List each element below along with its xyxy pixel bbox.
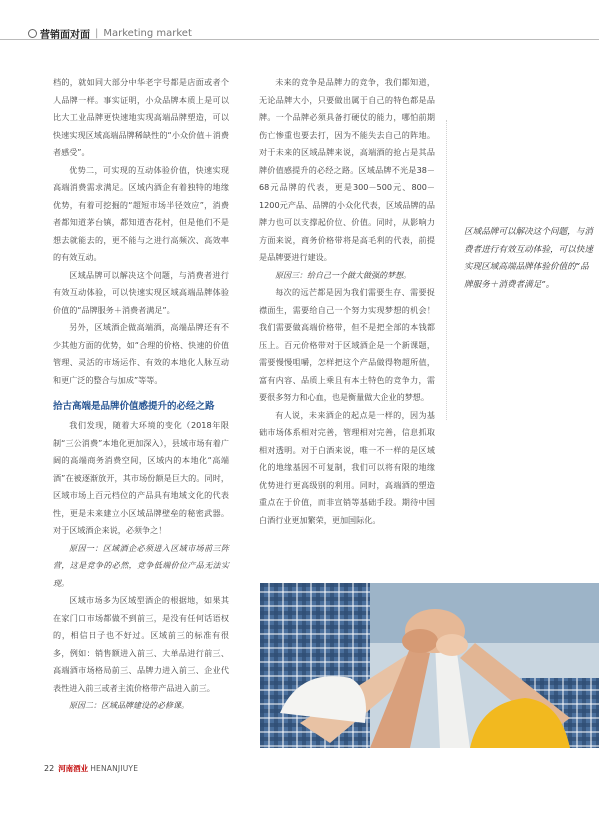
section-title-en: Marketing market <box>103 27 192 39</box>
section-heading: 拾古高端是品牌价值感提升的必经之路 <box>53 401 215 412</box>
section-title-cn: 营销面对面 <box>40 29 90 41</box>
body-paragraph: 我们发现，随着大环境的变化（2018年限制“三公消费”本地化更加深入），县域市场有着广阔的高端商务消费空间，区域内的本地化“高端酒”在被逐渐放开，其市场份额是巨大的。同时，区域市场上百元档位的产品具有地域文化的代表性，更是未来建立小区域品牌壁垒的秘密武器。对于区域酒企来说，必须争之！ <box>53 420 229 535</box>
section-circle-icon <box>28 29 37 38</box>
page-header <box>0 20 599 46</box>
page-number: 22 <box>44 763 55 773</box>
body-paragraph: 有人说，未来酒企的起点是一样的，因为基础市场体系相对完善，管理相对完善，信息抓取相对透明。对于白酒来说，唯一不一样的是区域化的地缘基因不可复制，我们可以将有限的地缘优势进行更高级别的利用。同时，高端酒的塑造重点在于价值，而非宣销等基础手段。期待中国白酒行业更加繁荣，更加国际化。 <box>259 409 435 525</box>
body-paragraph: 优势二，可实现的互动体验价值，快速实现高端消费需求满足。区域内酒企有着独特的地缘优势，有着可挖掘的“超短市场半径效应”，消费者都知道茅台镇，都知道杏花村，但是他们不是想去就能去的，更不能与之进行高频次、高效率的有效互动。 <box>53 164 229 262</box>
teamwork-illustration <box>260 583 599 748</box>
pullquote-divider <box>446 120 447 420</box>
magazine-name-cn: 河南酒业 <box>58 763 89 773</box>
header-divider <box>0 39 599 40</box>
magazine-name-en: HENANJIUYE <box>90 763 139 773</box>
body-paragraph: 区域品牌可以解决这个问题，与消费者进行有效互动体验，可以快速实现区域高端品牌体验价值的“品牌服务＋消费者满足”。 <box>53 269 229 315</box>
body-paragraph: 未来的竞争是品牌力的竞争，我们都知道，无论品牌大小，只要做出属于自己的特色都是品牌。一个品牌必须具备打硬仗的能力，哪怕前期伤亡惨重也要去打，因为不能失去自己的阵地。对于未来的区域品牌来说，高端酒的抢占是其品牌价值感提升的必经之路。区域品牌不光是38－68元品牌的代表，更是300－500元、800－1200元产品、品牌的小众化代表，区域品牌的品牌力也可以支撑起价位、价值。同时，从影响力方面来说，商务价格带将是高毛利的代表，前提是品牌要进行建设。 <box>259 77 435 262</box>
page-footer <box>44 760 138 776</box>
body-paragraph: 每次的远芒都是因为我们需要生存、需要捉襟面生，需要给自己一个努力实现梦想的机会！我们需要做高端价格带，但不是把全部的本钱都压上。百元价格带对于区域酒企是一个新课题，需要慢慢咀嚼，怎样把这个产品做得物超所值，富有内容、品质上乘且有本土特色的竞争力，需要很多努力和心血，也是衡量做大企业的梦想。 <box>259 287 435 402</box>
pull-quote: 区域品牌可以解决这个问题，与消费者进行有效互动体验，可以快速实现区域高端品牌体验价值的“品牌服务＋消费者满足”。 <box>464 227 593 290</box>
principle-two: 原因二：区域品牌建设的必修课。 <box>69 701 189 710</box>
principle-one: 原因一：区域酒企必须进入区域市场前三阵营，这是竞争的必然，竞争低端价位产品无法实现。 <box>53 543 229 588</box>
body-paragraph: 档的，就如同大部分中华老字号都是店面或者个人品牌一样。事实证明，小众品牌本质上是可以比大工业品牌更快速地实现高端品牌塑造，可以快速实现区域高端品牌稀缺性的“小众价值＋消费者感受”。 <box>53 77 229 157</box>
header-separator: | <box>95 27 99 39</box>
teamwork-photo <box>260 583 599 748</box>
body-paragraph: 区域市场多为区域型酒企的根据地，如果其在家门口市场都做不到前三，是没有任何话语权的，相信日子也不好过。区域前三的标准有很多，例如：销售额进入前三、大单品进行前三、高端酒市场格局前三、品牌力进入前三、企业代表性进入前三或者主流价格带产品进入前三。 <box>53 595 229 693</box>
body-paragraph: 另外，区域酒企做高端酒，高端品牌还有不少其他方面的优势，如“合理的价格、快速的价值管理、灵活的市场运作、有效的本地化人脉互动和更广泛的整合与加成”等等。 <box>53 322 229 385</box>
left-column <box>53 74 229 715</box>
principle-three: 原因三：给自己一个做大做强的梦想。 <box>275 270 411 280</box>
middle-column <box>259 74 435 529</box>
